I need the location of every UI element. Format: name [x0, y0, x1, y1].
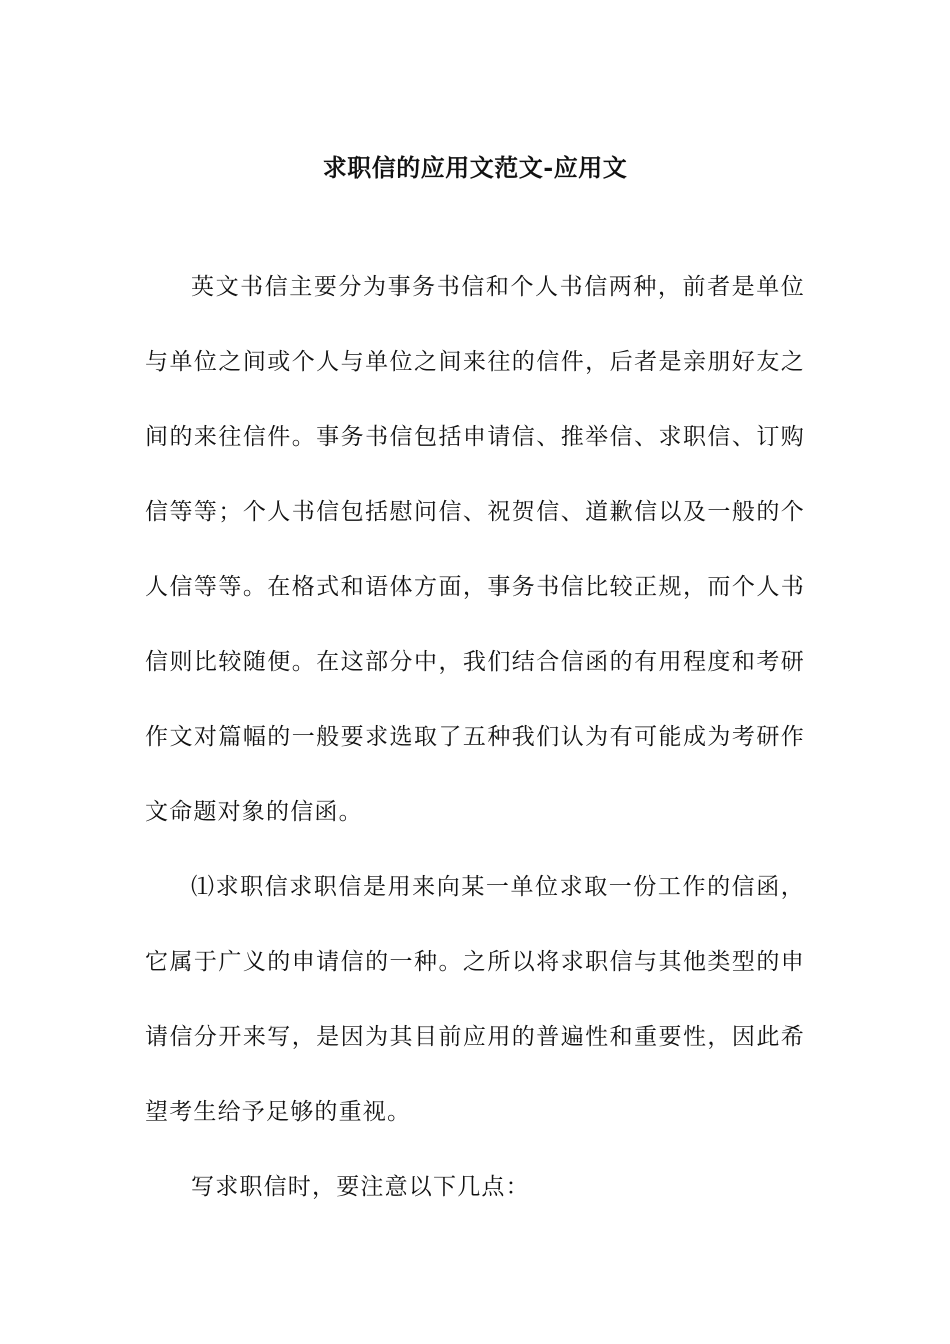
- paragraph-notes-heading: 写求职信时，要注意以下几点：: [191, 1174, 530, 1200]
- paragraph-intro: 英文书信主要分为事务书信和个人书信两种，前者是单位与单位之间或个人与单位之间来往的信件，后者是亲朋好友之间的来往信件。事务书信包括申请信、推举信、求职信、订购信等等；个人书信包括慰问信、祝贺信、道歉信以及一般的个人信等等。在格式和语体方面，事务书信比较正规，而个人书信则比较随便。在这部分中，我们结合信函的有用程度和考研作文对篇幅的一般要求选取了五种我们认为有可能成为考研作文命题对象的信函。: [145, 274, 805, 825]
- document-body: [145, 250, 805, 1225]
- paragraph-cover-letter: ⑴求职信求职信是用来向某一单位求取一份工作的信函，它属于广义的申请信的一种。之所以将求职信与其他类型的申请信分开来写，是因为其目前应用的普遍性和重要性，因此希望考生给予足够的重视。: [145, 874, 805, 1125]
- document-title: 求职信的应用文范文-应用文: [322, 153, 628, 183]
